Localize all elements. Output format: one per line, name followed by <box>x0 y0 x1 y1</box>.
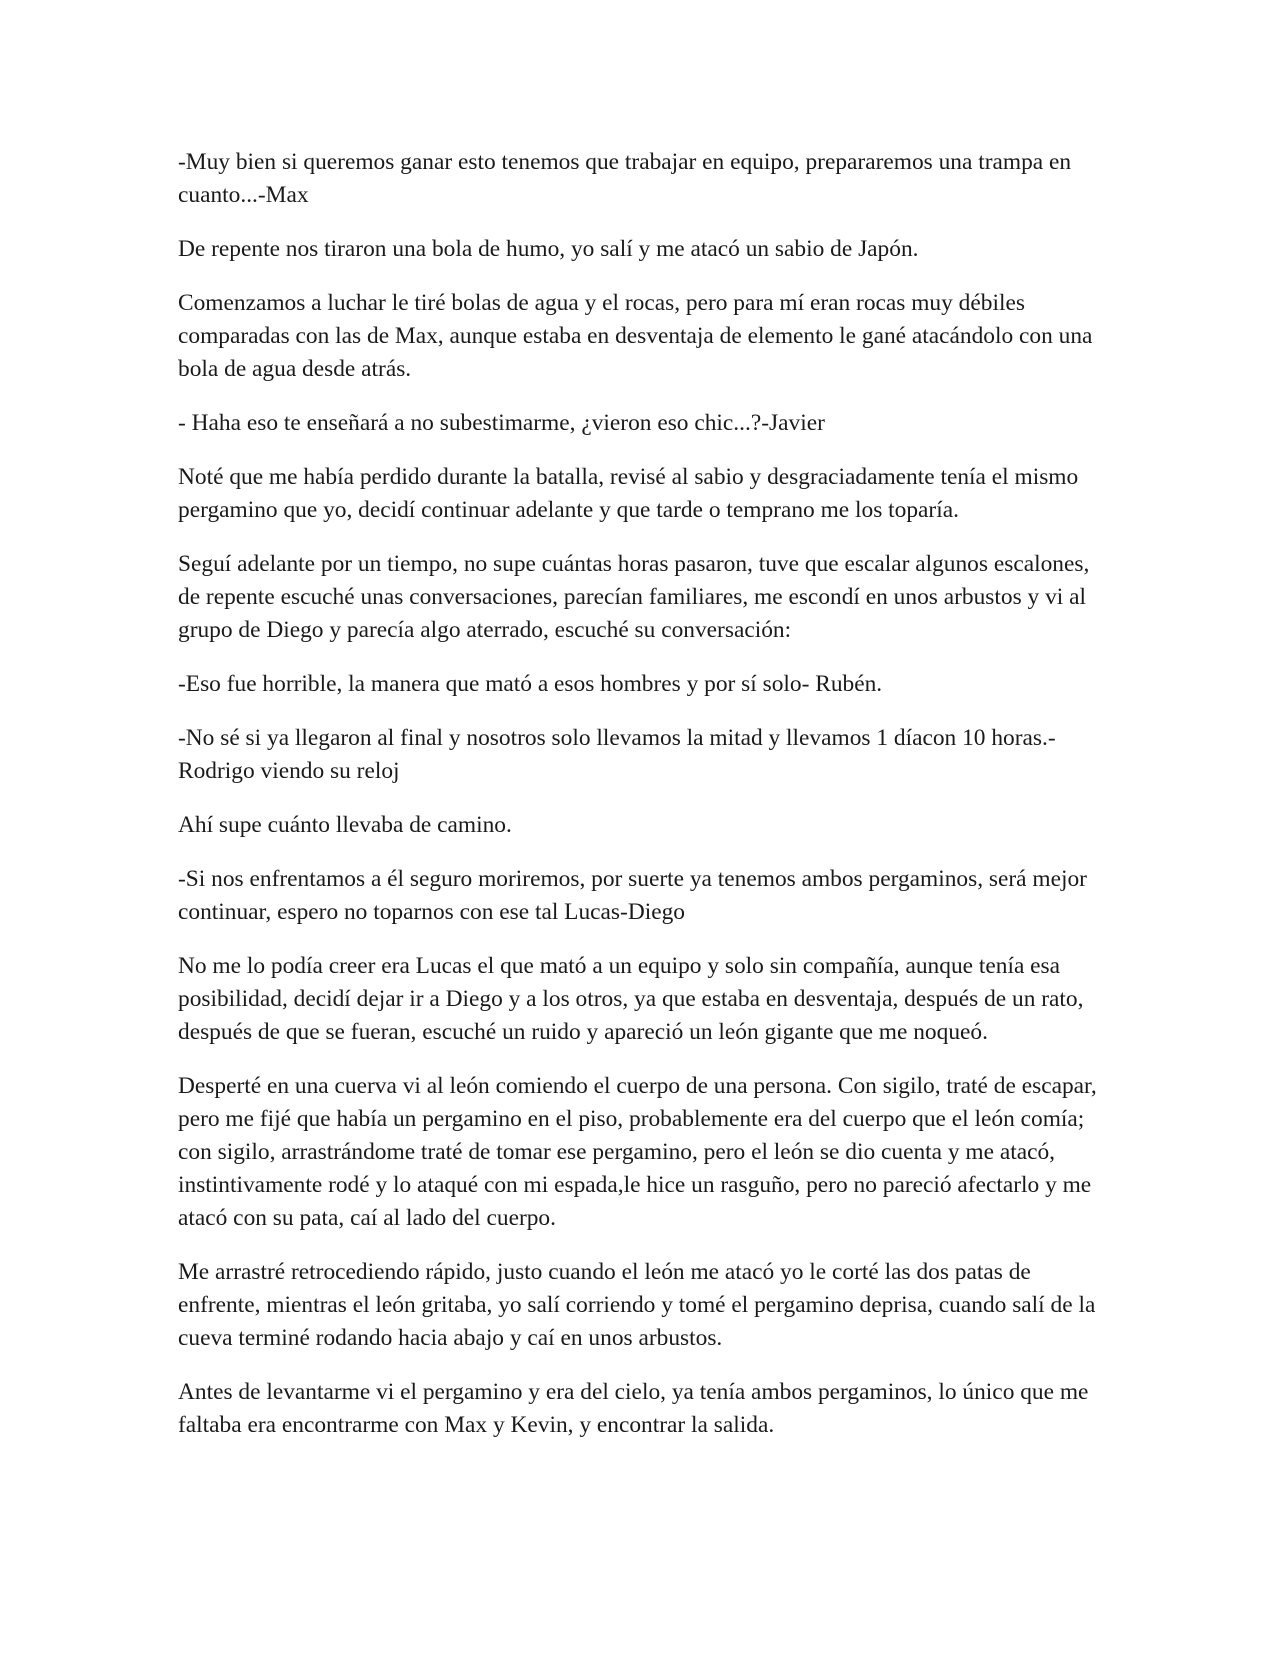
paragraph-3: Comenzamos a luchar le tiré bolas de agua y el rocas, pero para mí eran rocas muy débiles comparadas con las de Max, aunque estaba en desventaja de elemento le gané atacándolo con una bola de agua desde atrás. <box>178 290 1093 382</box>
paragraph-1: -Muy bien si queremos ganar esto tenemos que trabajar en equipo, prepararemos una trampa en cuanto...-Max <box>178 149 1072 208</box>
paragraph-14: Antes de levantarme vi el pergamino y era del cielo, ya tenía ambos pergaminos, lo único que me faltaba era encontrarme con Max y Kevin, y encontrar la salida. <box>178 1379 1089 1438</box>
paragraph-13: Me arrastré retrocediendo rápido, justo cuando el león me atacó yo le corté las dos patas de enfrente, mientras el león gritaba, yo salí corriendo y tomé el pergamino deprisa, cuando salí de la cueva terminé rodando hacia abajo y caí en unos arbustos. <box>178 1259 1096 1351</box>
paragraph-11: No me lo podía creer era Lucas el que mató a un equipo y solo sin compañía, aunque tenía esa posibilidad, decidí dejar ir a Diego y a los otros, ya que estaba en desventaja, después de un rato, después de que se fueran, escuché un ruido y apareció un león gigante que me noqueó. <box>178 953 1084 1045</box>
document-page <box>178 146 1114 1463</box>
paragraph-7: -Eso fue horrible, la manera que mató a esos hombres y por sí solo- Rubén. <box>178 671 883 697</box>
paragraph-6: Seguí adelante por un tiempo, no supe cuántas horas pasaron, tuve que escalar algunos escalones, de repente escuché unas conversaciones, parecían familiares, me escondí en unos arbustos y vi al grupo de Diego y parecía algo aterrado, escuché su conversación: <box>178 551 1090 643</box>
paragraph-12: Desperté en una cuerva vi al león comiendo el cuerpo de una persona. Con sigilo, traté de escapar, pero me fijé que había un pergamino en el piso, probablemente era del cuerpo que el león comía; con sigilo, arrastrándome traté de tomar ese pergamino, pero el león se dio cuenta y me atacó, instintivamente rodé y lo ataqué con mi espada,le hice un rasguño, pero no pareció afectarlo y me atacó con su pata, caí al lado del cuerpo. <box>178 1073 1097 1231</box>
paragraph-8: -No sé si ya llegaron al final y nosotros solo llevamos la mitad y llevamos 1 díacon 10 horas.-Rodrigo viendo su reloj <box>178 725 1056 784</box>
paragraph-2: De repente nos tiraron una bola de humo, yo salí y me atacó un sabio de Japón. <box>178 236 919 262</box>
paragraph-9: Ahí supe cuánto llevaba de camino. <box>178 812 512 838</box>
paragraph-4: - Haha eso te enseñará a no subestimarme, ¿vieron eso chic...?-Javier <box>178 410 825 436</box>
paragraph-5: Noté que me había perdido durante la batalla, revisé al sabio y desgraciadamente tenía el mismo pergamino que yo, decidí continuar adelante y que tarde o temprano me los toparía. <box>178 464 1079 523</box>
paragraph-10: -Si nos enfrentamos a él seguro moriremos, por suerte ya tenemos ambos pergaminos, será mejor continuar, espero no toparnos con ese tal Lucas-Diego <box>178 866 1087 925</box>
